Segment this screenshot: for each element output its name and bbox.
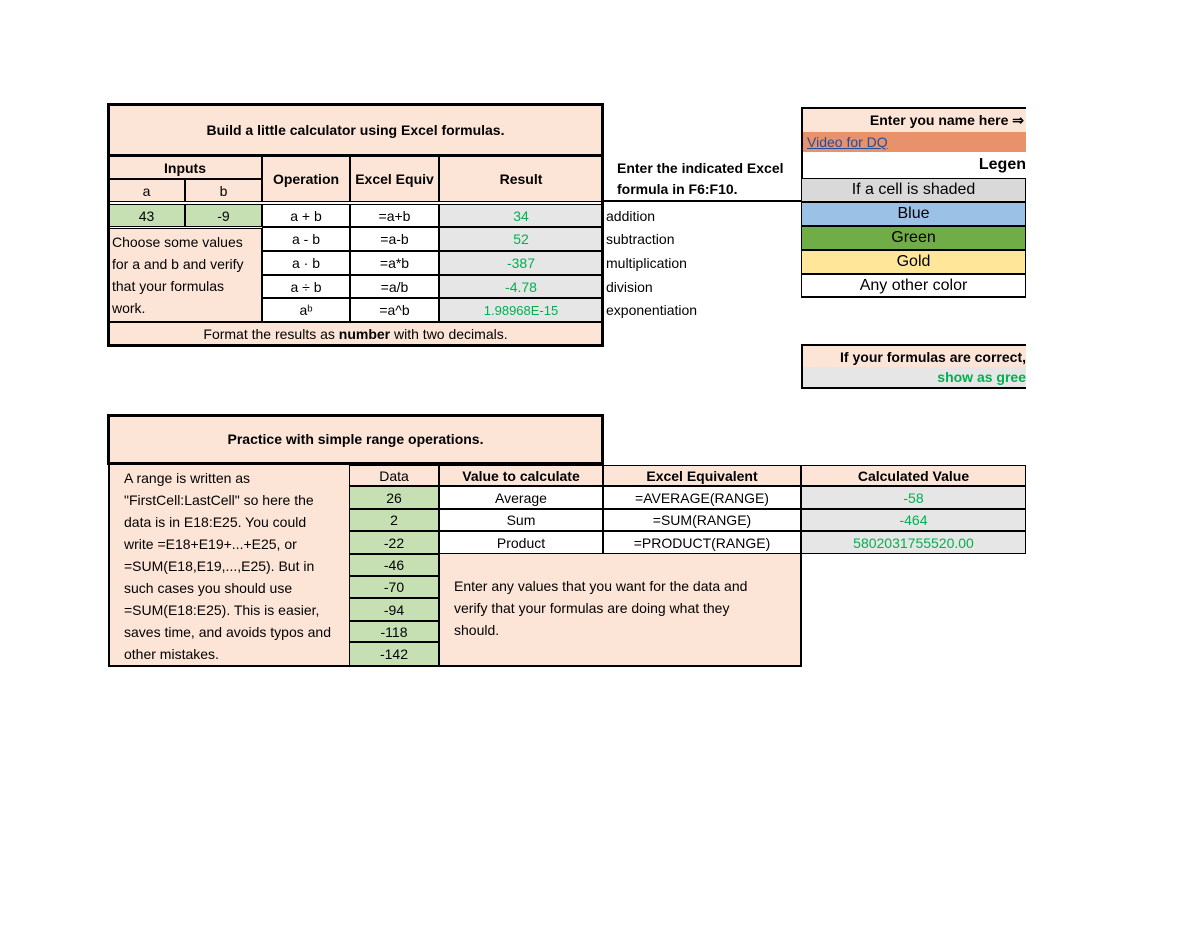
explanation-line: such cases you should use	[124, 580, 293, 596]
explanation-line: =SUM(E18:E25). This is easier,	[124, 602, 320, 618]
data-cell[interactable]: -46	[349, 554, 439, 576]
correct-note: If your formulas are correct,	[801, 344, 1026, 367]
range-note	[439, 554, 802, 667]
excel-equivalent-cell: =AVERAGE(RANGE)	[603, 486, 801, 509]
operation-cell: a - b	[262, 227, 350, 251]
explanation-line: =SUM(E18,E19,...,E25). But in	[124, 558, 315, 574]
show-green-note: show as gree	[801, 367, 1026, 389]
operation-name: subtraction	[606, 231, 675, 247]
excel-equivalent-cell: =PRODUCT(RANGE)	[603, 531, 801, 554]
result-cell[interactable]: -4.78	[439, 275, 603, 298]
range-title: Practice with simple range operations.	[108, 415, 603, 463]
calculated-value-cell[interactable]: -58	[801, 486, 1026, 509]
choose-values-note	[108, 228, 262, 322]
value-to-calc-cell: Product	[439, 531, 603, 554]
legend-shaded: If a cell is shaded	[801, 178, 1026, 202]
excel-equiv-cell: =a-b	[350, 227, 439, 251]
video-link[interactable]: Video for DQ	[801, 132, 1026, 152]
excel-equiv-cell: =a^b	[350, 298, 439, 322]
result-cell[interactable]: 52	[439, 227, 603, 251]
excel-equivalent-header: Excel Equivalent	[603, 465, 801, 486]
a-header: a	[108, 179, 185, 202]
instruction-line: Enter the indicated Excel	[617, 160, 784, 176]
input-b-cell[interactable]: -9	[185, 204, 262, 227]
data-cell[interactable]: -70	[349, 576, 439, 598]
note-line: verify that your formulas are doing what they	[454, 600, 730, 616]
note-line: Enter any values that you want for the data and	[454, 578, 748, 594]
instruction-line: formula in F6:F10.	[617, 181, 738, 197]
data-cell[interactable]: -142	[349, 642, 439, 667]
format-note	[108, 322, 603, 345]
name-prompt[interactable]: Enter you name here ⇒	[801, 107, 1026, 132]
note-line: work.	[112, 300, 146, 316]
input-a-cell[interactable]: 43	[108, 204, 185, 227]
format-note-before: Format the results as	[203, 326, 339, 342]
note-line: should.	[454, 622, 500, 638]
format-note-bold: number	[338, 326, 391, 342]
note-line: for a and b and verify	[112, 256, 244, 272]
legend-gold: Gold	[801, 250, 1026, 274]
range-explanation	[108, 465, 349, 667]
excel-equiv-header: Excel Equiv	[350, 156, 439, 202]
calculated-value-cell[interactable]: 5802031755520.00	[801, 531, 1026, 554]
excel-equiv-cell: =a*b	[350, 251, 439, 275]
operation-name: exponentiation	[606, 302, 698, 318]
formula-instruction	[603, 156, 801, 202]
note-line: Choose some values	[112, 234, 243, 250]
legend-other: Any other color	[801, 274, 1026, 298]
calculator-title: Build a little calculator using Excel formulas.	[108, 104, 603, 156]
b-header: b	[185, 179, 262, 202]
result-cell[interactable]: -387	[439, 251, 603, 275]
result-cell[interactable]: 1.98968E-15	[439, 298, 603, 322]
operation-header: Operation	[262, 156, 350, 202]
data-cell[interactable]: -118	[349, 621, 439, 642]
note-line: that your formulas	[112, 278, 225, 294]
excel-equivalent-cell: =SUM(RANGE)	[603, 509, 801, 531]
calculated-value-header: Calculated Value	[801, 465, 1026, 486]
legend-green: Green	[801, 226, 1026, 250]
data-cell[interactable]: 2	[349, 509, 439, 531]
excel-equiv-cell: =a/b	[350, 275, 439, 298]
value-to-calc-cell: Sum	[439, 509, 603, 531]
operation-name: multiplication	[606, 255, 687, 271]
legend-title: Legen	[801, 152, 1026, 178]
excel-equiv-cell: =a+b	[350, 204, 439, 227]
data-cell[interactable]: 26	[349, 486, 439, 509]
explanation-line: "FirstCell:LastCell" so here the	[124, 492, 314, 508]
result-header: Result	[439, 156, 603, 202]
explanation-line: write =E18+E19+...+E25, or	[124, 536, 297, 552]
result-cell[interactable]: 34	[439, 204, 603, 227]
data-cell[interactable]: -94	[349, 598, 439, 621]
calculated-value-cell[interactable]: -464	[801, 509, 1026, 531]
value-to-calc-header: Value to calculate	[439, 465, 603, 486]
format-note-after: with two decimals.	[390, 326, 508, 342]
operation-name: addition	[606, 207, 656, 224]
data-header: Data	[349, 465, 439, 486]
operation-name: division	[606, 278, 653, 295]
legend-blue: Blue	[801, 202, 1026, 226]
explanation-line: other mistakes.	[124, 646, 219, 662]
explanation-line: A range is written as	[124, 470, 251, 486]
inputs-header: Inputs	[108, 156, 262, 179]
value-to-calc-cell: Average	[439, 486, 603, 509]
data-cell[interactable]: -22	[349, 531, 439, 554]
operation-cell: aᵇ	[262, 298, 350, 322]
explanation-line: saves time, and avoids typos and	[124, 624, 332, 640]
operation-cell: a · b	[262, 251, 350, 275]
explanation-line: data is in E18:E25. You could	[124, 514, 307, 530]
operation-cell: a + b	[262, 204, 350, 227]
operation-cell: a ÷ b	[262, 275, 350, 298]
